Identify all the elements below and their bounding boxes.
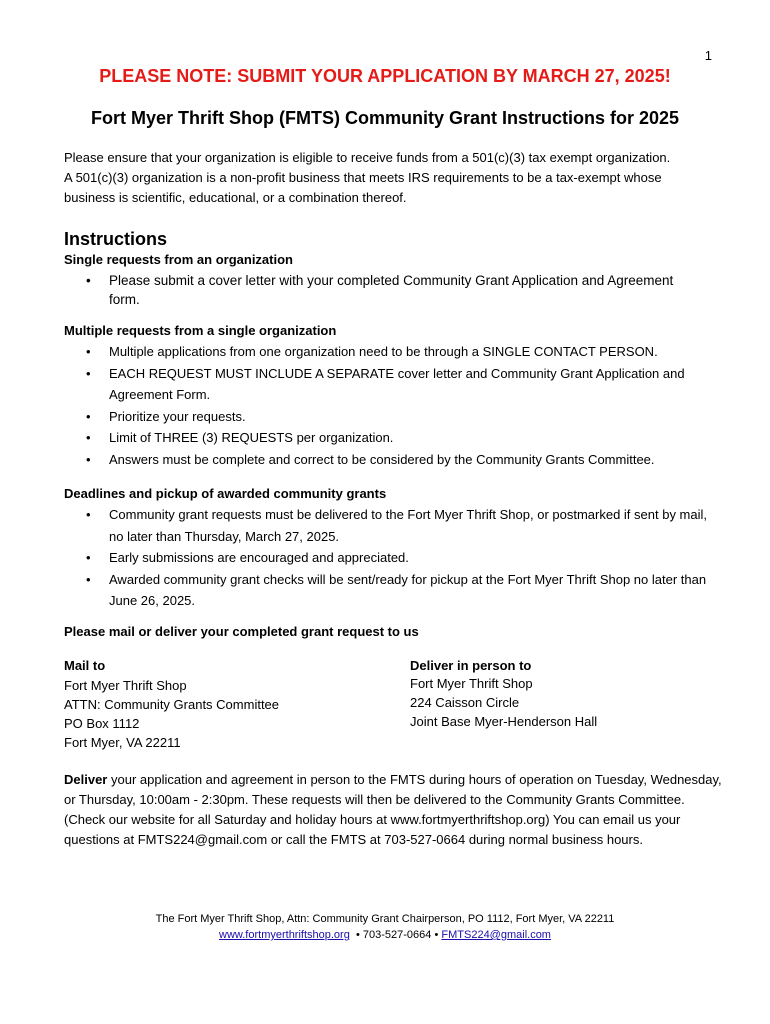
eligibility-intro [64, 148, 724, 208]
list-item: • Limit of THREE (3) REQUESTS per organization. [64, 427, 714, 449]
address-line: Joint Base Myer-Henderson Hall [410, 714, 598, 729]
bullet-icon: • [86, 408, 91, 424]
page-footer [0, 911, 770, 943]
list-item: • Prioritize your requests. [64, 406, 714, 428]
instructions-heading: Instructions [64, 229, 168, 249]
single-requests-section [64, 251, 714, 309]
document-title: Fort Myer Thrift Shop (FMTS) Community Grant Instructions for 2025 [90, 108, 680, 128]
deadlines-heading: Deadlines and pickup of awarded community grants [64, 486, 387, 501]
multiple-requests-heading: Multiple requests from a single organization [64, 323, 337, 338]
delivery-instructions [64, 770, 724, 850]
bullet-icon: • [86, 344, 91, 359]
list-item: • Please submit a cover letter with your completed Community Grant Application and Agreement form. [86, 273, 674, 307]
list-item: • Answers must be complete and correct to be considered by the Community Grants Committee. [64, 449, 714, 471]
deliver-bold-word: Deliver [64, 772, 108, 787]
address-line: PO Box 1112 [64, 716, 140, 731]
intro-line: Please ensure that your organization is eligible to receive funds from a 501(c)(3) tax exempt organization. [64, 150, 671, 165]
delivery-text: your application and agreement in person to the FMTS during hours of operation on Tuesday, Wednesday, or Thursday, 10:00am - 2:30pm. These requests will then be delivered to the Community Grants Committee. (Check our website for all Saturday and holiday hours at www.fortmyerthriftshop.org) You can email us your questions at FMTS224@gmail.com or call the FMTS at 703-527-0664 during normal business hours. [64, 772, 722, 847]
intro-line: A 501(c)(3) organization is a non-profit business that meets IRS requirements to be a tax-exempt whose [64, 170, 662, 185]
deliver-in-person-heading: Deliver in person to [410, 658, 532, 673]
bullet-icon: • [434, 929, 439, 941]
bullet-icon: • [86, 550, 91, 565]
page-number: 1 [704, 48, 712, 63]
deadlines-section [64, 485, 714, 612]
bullet-icon: • [86, 365, 91, 381]
deadline-notice: PLEASE NOTE: SUBMIT YOUR APPLICATION BY MARCH 27, 2025! [99, 66, 671, 86]
address-line: Fort Myer Thrift Shop [64, 678, 187, 693]
list-item: • Multiple applications from one organization need to be through a SINGLE CONTACT PERSON. [64, 341, 714, 363]
bullet-icon: • [86, 273, 91, 288]
bullet-icon: • [86, 430, 91, 445]
email-link[interactable]: FMTS224@gmail.com [441, 929, 551, 941]
list-item: • Awarded community grant checks will be sent/ready for pickup at the Fort Myer Thrift Shop no later than June 26, 2025. [64, 569, 714, 612]
address-line: ATTN: Community Grants Committee [64, 697, 280, 712]
list-item: • EACH REQUEST MUST INCLUDE A SEPARATE cover letter and Community Grant Application and Agreement Form. [64, 363, 714, 406]
multiple-requests-section [64, 322, 714, 470]
address-line: 224 Caisson Circle [410, 695, 520, 710]
list-item: • Early submissions are encouraged and appreciated. [64, 547, 714, 569]
footer-address: The Fort Myer Thrift Shop, Attn: Community Grant Chairperson, PO 1112, Fort Myer, VA 22211 [155, 913, 615, 925]
footer-contacts [0, 927, 770, 943]
address-line: Fort Myer Thrift Shop [410, 676, 533, 691]
address-line: Fort Myer, VA 22211 [64, 735, 181, 750]
mail-deliver-heading: Please mail or deliver your completed grant request to us [64, 624, 419, 639]
bullet-icon: • [355, 929, 360, 941]
intro-line: business is scientific, educational, or a combination thereof. [64, 190, 407, 205]
single-requests-heading: Single requests from an organization [64, 252, 293, 267]
mail-to-heading: Mail to [64, 658, 106, 673]
website-link[interactable]: www.fortmyerthriftshop.org [219, 929, 350, 941]
mail-to-block [64, 658, 364, 752]
bullet-icon: • [86, 571, 91, 587]
list-item: • Community grant requests must be delivered to the Fort Myer Thrift Shop, or postmarked if sent by mail, no later than Thursday, March 27, 2025. [64, 504, 714, 547]
bullet-icon: • [86, 507, 91, 522]
bullet-icon: • [86, 451, 91, 467]
deliver-in-person-block [410, 658, 710, 731]
phone-number: 703-527-0664 [362, 929, 432, 941]
